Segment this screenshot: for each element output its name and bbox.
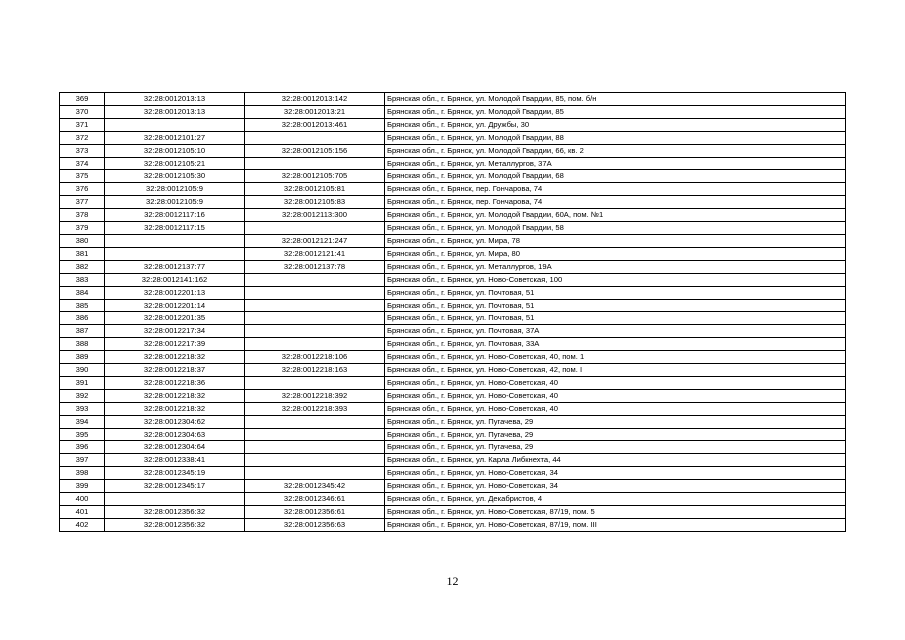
object-cadastral-number-cell bbox=[245, 338, 385, 351]
object-cadastral-number-cell: 32:28:0012356:63 bbox=[245, 518, 385, 531]
row-number-cell: 394 bbox=[60, 415, 105, 428]
table-row bbox=[60, 209, 846, 222]
table-row bbox=[60, 454, 846, 467]
address-cell: Брянская обл., г. Брянск, ул. Почтовая, 37А bbox=[385, 325, 846, 338]
land-cadastral-number-cell: 32:28:0012338:41 bbox=[105, 454, 245, 467]
row-number-cell: 378 bbox=[60, 209, 105, 222]
table-row bbox=[60, 493, 846, 506]
table-body bbox=[60, 93, 846, 532]
land-cadastral-number-cell: 32:28:0012117:16 bbox=[105, 209, 245, 222]
object-cadastral-number-cell bbox=[245, 286, 385, 299]
table-row bbox=[60, 312, 846, 325]
row-number-cell: 399 bbox=[60, 480, 105, 493]
table-row bbox=[60, 260, 846, 273]
row-number-cell: 379 bbox=[60, 222, 105, 235]
row-number-cell: 384 bbox=[60, 286, 105, 299]
land-cadastral-number-cell: 32:28:0012105:10 bbox=[105, 144, 245, 157]
land-cadastral-number-cell bbox=[105, 247, 245, 260]
address-cell: Брянская обл., г. Брянск, ул. Ново-Советская, 34 bbox=[385, 467, 846, 480]
land-cadastral-number-cell: 32:28:0012217:39 bbox=[105, 338, 245, 351]
row-number-cell: 398 bbox=[60, 467, 105, 480]
table-row bbox=[60, 247, 846, 260]
object-cadastral-number-cell: 32:28:0012105:705 bbox=[245, 170, 385, 183]
table-row bbox=[60, 234, 846, 247]
row-number-cell: 393 bbox=[60, 402, 105, 415]
land-cadastral-number-cell: 32:28:0012201:13 bbox=[105, 286, 245, 299]
address-cell: Брянская обл., г. Брянск, ул. Ново-Советская, 34 bbox=[385, 480, 846, 493]
table-row bbox=[60, 183, 846, 196]
land-cadastral-number-cell: 32:28:0012218:32 bbox=[105, 351, 245, 364]
object-cadastral-number-cell: 32:28:0012137:78 bbox=[245, 260, 385, 273]
object-cadastral-number-cell bbox=[245, 131, 385, 144]
address-cell: Брянская обл., г. Брянск, ул. Молодой Гвардии, 88 bbox=[385, 131, 846, 144]
row-number-cell: 388 bbox=[60, 338, 105, 351]
address-cell: Брянская обл., г. Брянск, ул. Ново-Советская, 100 bbox=[385, 273, 846, 286]
object-cadastral-number-cell: 32:28:0012105:156 bbox=[245, 144, 385, 157]
land-cadastral-number-cell: 32:28:0012137:77 bbox=[105, 260, 245, 273]
row-number-cell: 392 bbox=[60, 389, 105, 402]
land-cadastral-number-cell: 32:28:0012218:32 bbox=[105, 389, 245, 402]
address-cell: Брянская обл., г. Брянск, ул. Молодой Гвардии, 68 bbox=[385, 170, 846, 183]
object-cadastral-number-cell bbox=[245, 312, 385, 325]
land-cadastral-number-cell: 32:28:0012141:162 bbox=[105, 273, 245, 286]
row-number-cell: 397 bbox=[60, 454, 105, 467]
land-cadastral-number-cell: 32:28:0012105:30 bbox=[105, 170, 245, 183]
object-cadastral-number-cell bbox=[245, 157, 385, 170]
land-cadastral-number-cell: 32:28:0012201:35 bbox=[105, 312, 245, 325]
row-number-cell: 382 bbox=[60, 260, 105, 273]
land-cadastral-number-cell: 32:28:0012218:36 bbox=[105, 376, 245, 389]
land-cadastral-number-cell bbox=[105, 118, 245, 131]
row-number-cell: 375 bbox=[60, 170, 105, 183]
address-cell: Брянская обл., г. Брянск, ул. Ново-Советская, 40 bbox=[385, 389, 846, 402]
property-registry-table bbox=[59, 92, 846, 532]
object-cadastral-number-cell: 32:28:0012105:81 bbox=[245, 183, 385, 196]
table-row bbox=[60, 105, 846, 118]
address-cell: Брянская обл., г. Брянск, ул. Дружбы, 30 bbox=[385, 118, 846, 131]
object-cadastral-number-cell: 32:28:0012013:21 bbox=[245, 105, 385, 118]
address-cell: Брянская обл., г. Брянск, ул. Мира, 80 bbox=[385, 247, 846, 260]
row-number-cell: 391 bbox=[60, 376, 105, 389]
table-row bbox=[60, 286, 846, 299]
object-cadastral-number-cell: 32:28:0012013:461 bbox=[245, 118, 385, 131]
row-number-cell: 401 bbox=[60, 506, 105, 519]
address-cell: Брянская обл., г. Брянск, ул. Пугачева, 29 bbox=[385, 415, 846, 428]
row-number-cell: 381 bbox=[60, 247, 105, 260]
address-cell: Брянская обл., г. Брянск, ул. Ново-Советская, 40, пом. 1 bbox=[385, 351, 846, 364]
object-cadastral-number-cell: 32:28:0012345:42 bbox=[245, 480, 385, 493]
land-cadastral-number-cell: 32:28:0012218:32 bbox=[105, 402, 245, 415]
land-cadastral-number-cell bbox=[105, 234, 245, 247]
land-cadastral-number-cell: 32:28:0012217:34 bbox=[105, 325, 245, 338]
land-cadastral-number-cell: 32:28:0012345:17 bbox=[105, 480, 245, 493]
object-cadastral-number-cell: 32:28:0012356:61 bbox=[245, 506, 385, 519]
address-cell: Брянская обл., г. Брянск, ул. Металлургов, 37А bbox=[385, 157, 846, 170]
land-cadastral-number-cell: 32:28:0012013:13 bbox=[105, 93, 245, 106]
object-cadastral-number-cell bbox=[245, 428, 385, 441]
object-cadastral-number-cell: 32:28:0012218:392 bbox=[245, 389, 385, 402]
table-row bbox=[60, 196, 846, 209]
table-row bbox=[60, 338, 846, 351]
row-number-cell: 374 bbox=[60, 157, 105, 170]
table-row bbox=[60, 93, 846, 106]
table-row bbox=[60, 415, 846, 428]
table-row bbox=[60, 480, 846, 493]
address-cell: Брянская обл., г. Брянск, ул. Ново-Советская, 42, пом. I bbox=[385, 364, 846, 377]
address-cell: Брянская обл., г. Брянск, ул. Металлургов, 19А bbox=[385, 260, 846, 273]
row-number-cell: 369 bbox=[60, 93, 105, 106]
land-cadastral-number-cell: 32:28:0012105:21 bbox=[105, 157, 245, 170]
land-cadastral-number-cell bbox=[105, 493, 245, 506]
address-cell: Брянская обл., г. Брянск, ул. Ново-Советская, 40 bbox=[385, 376, 846, 389]
land-cadastral-number-cell: 32:28:0012105:9 bbox=[105, 196, 245, 209]
address-cell: Брянская обл., г. Брянск, ул. Молодой Гвардии, 85 bbox=[385, 105, 846, 118]
row-number-cell: 371 bbox=[60, 118, 105, 131]
table-row bbox=[60, 299, 846, 312]
address-cell: Брянская обл., г. Брянск, ул. Почтовая, 33А bbox=[385, 338, 846, 351]
land-cadastral-number-cell: 32:28:0012304:64 bbox=[105, 441, 245, 454]
address-cell: Брянская обл., г. Брянск, ул. Молодой Гвардии, 66, кв. 2 bbox=[385, 144, 846, 157]
address-cell: Брянская обл., г. Брянск, пер. Гончарова, 74 bbox=[385, 183, 846, 196]
table-row bbox=[60, 428, 846, 441]
object-cadastral-number-cell: 32:28:0012105:83 bbox=[245, 196, 385, 209]
object-cadastral-number-cell bbox=[245, 441, 385, 454]
table-row bbox=[60, 325, 846, 338]
row-number-cell: 380 bbox=[60, 234, 105, 247]
table-row bbox=[60, 157, 846, 170]
object-cadastral-number-cell bbox=[245, 222, 385, 235]
row-number-cell: 390 bbox=[60, 364, 105, 377]
table-row bbox=[60, 506, 846, 519]
object-cadastral-number-cell: 32:28:0012121:41 bbox=[245, 247, 385, 260]
page-number: 12 bbox=[446, 574, 459, 588]
land-cadastral-number-cell: 32:28:0012218:37 bbox=[105, 364, 245, 377]
address-cell: Брянская обл., г. Брянск, ул. Ново-Советская, 40 bbox=[385, 402, 846, 415]
address-cell: Брянская обл., г. Брянск, ул. Молодой Гвардии, 85, пом. б/н bbox=[385, 93, 846, 106]
land-cadastral-number-cell: 32:28:0012345:19 bbox=[105, 467, 245, 480]
address-cell: Брянская обл., г. Брянск, ул. Карла Либкнехта, 44 bbox=[385, 454, 846, 467]
table-row bbox=[60, 518, 846, 531]
object-cadastral-number-cell bbox=[245, 415, 385, 428]
land-cadastral-number-cell: 32:28:0012013:13 bbox=[105, 105, 245, 118]
table-row bbox=[60, 467, 846, 480]
table-row bbox=[60, 170, 846, 183]
row-number-cell: 383 bbox=[60, 273, 105, 286]
object-cadastral-number-cell bbox=[245, 299, 385, 312]
row-number-cell: 373 bbox=[60, 144, 105, 157]
address-cell: Брянская обл., г. Брянск, ул. Молодой Гвардии, 58 bbox=[385, 222, 846, 235]
table-row bbox=[60, 144, 846, 157]
land-cadastral-number-cell: 32:28:0012117:15 bbox=[105, 222, 245, 235]
object-cadastral-number-cell bbox=[245, 467, 385, 480]
object-cadastral-number-cell bbox=[245, 325, 385, 338]
row-number-cell: 377 bbox=[60, 196, 105, 209]
land-cadastral-number-cell: 32:28:0012304:63 bbox=[105, 428, 245, 441]
object-cadastral-number-cell bbox=[245, 454, 385, 467]
address-cell: Брянская обл., г. Брянск, пер. Гончарова, 74 bbox=[385, 196, 846, 209]
object-cadastral-number-cell: 32:28:0012346:61 bbox=[245, 493, 385, 506]
address-cell: Брянская обл., г. Брянск, ул. Декабристов, 4 bbox=[385, 493, 846, 506]
row-number-cell: 400 bbox=[60, 493, 105, 506]
object-cadastral-number-cell: 32:28:0012218:163 bbox=[245, 364, 385, 377]
table-row bbox=[60, 273, 846, 286]
address-cell: Брянская обл., г. Брянск, ул. Ново-Советская, 87/19, пом. 5 bbox=[385, 506, 846, 519]
land-cadastral-number-cell: 32:28:0012105:9 bbox=[105, 183, 245, 196]
row-number-cell: 402 bbox=[60, 518, 105, 531]
row-number-cell: 396 bbox=[60, 441, 105, 454]
object-cadastral-number-cell: 32:28:0012218:393 bbox=[245, 402, 385, 415]
row-number-cell: 372 bbox=[60, 131, 105, 144]
address-cell: Брянская обл., г. Брянск, ул. Почтовая, 51 bbox=[385, 286, 846, 299]
land-cadastral-number-cell: 32:28:0012356:32 bbox=[105, 506, 245, 519]
land-cadastral-number-cell: 32:28:0012356:32 bbox=[105, 518, 245, 531]
land-cadastral-number-cell: 32:28:0012201:14 bbox=[105, 299, 245, 312]
address-cell: Брянская обл., г. Брянск, ул. Мира, 78 bbox=[385, 234, 846, 247]
row-number-cell: 389 bbox=[60, 351, 105, 364]
table-row bbox=[60, 389, 846, 402]
row-number-cell: 385 bbox=[60, 299, 105, 312]
table-row bbox=[60, 402, 846, 415]
table-row bbox=[60, 364, 846, 377]
address-cell: Брянская обл., г. Брянск, ул. Почтовая, 51 bbox=[385, 312, 846, 325]
row-number-cell: 370 bbox=[60, 105, 105, 118]
object-cadastral-number-cell: 32:28:0012113:300 bbox=[245, 209, 385, 222]
row-number-cell: 387 bbox=[60, 325, 105, 338]
table-row bbox=[60, 441, 846, 454]
address-cell: Брянская обл., г. Брянск, ул. Пугачева, 29 bbox=[385, 428, 846, 441]
address-cell: Брянская обл., г. Брянск, ул. Молодой Гвардии, 60А, пом. №1 bbox=[385, 209, 846, 222]
table-row bbox=[60, 351, 846, 364]
row-number-cell: 386 bbox=[60, 312, 105, 325]
row-number-cell: 395 bbox=[60, 428, 105, 441]
object-cadastral-number-cell: 32:28:0012121:247 bbox=[245, 234, 385, 247]
address-cell: Брянская обл., г. Брянск, ул. Пугачева, 29 bbox=[385, 441, 846, 454]
land-cadastral-number-cell: 32:28:0012304:62 bbox=[105, 415, 245, 428]
table-row bbox=[60, 131, 846, 144]
address-cell: Брянская обл., г. Брянск, ул. Ново-Советская, 87/19, пом. III bbox=[385, 518, 846, 531]
object-cadastral-number-cell: 32:28:0012218:106 bbox=[245, 351, 385, 364]
object-cadastral-number-cell bbox=[245, 273, 385, 286]
table-row bbox=[60, 222, 846, 235]
table-row bbox=[60, 376, 846, 389]
address-cell: Брянская обл., г. Брянск, ул. Почтовая, 51 bbox=[385, 299, 846, 312]
table-row bbox=[60, 118, 846, 131]
object-cadastral-number-cell bbox=[245, 376, 385, 389]
row-number-cell: 376 bbox=[60, 183, 105, 196]
land-cadastral-number-cell: 32:28:0012101:27 bbox=[105, 131, 245, 144]
object-cadastral-number-cell: 32:28:0012013:142 bbox=[245, 93, 385, 106]
